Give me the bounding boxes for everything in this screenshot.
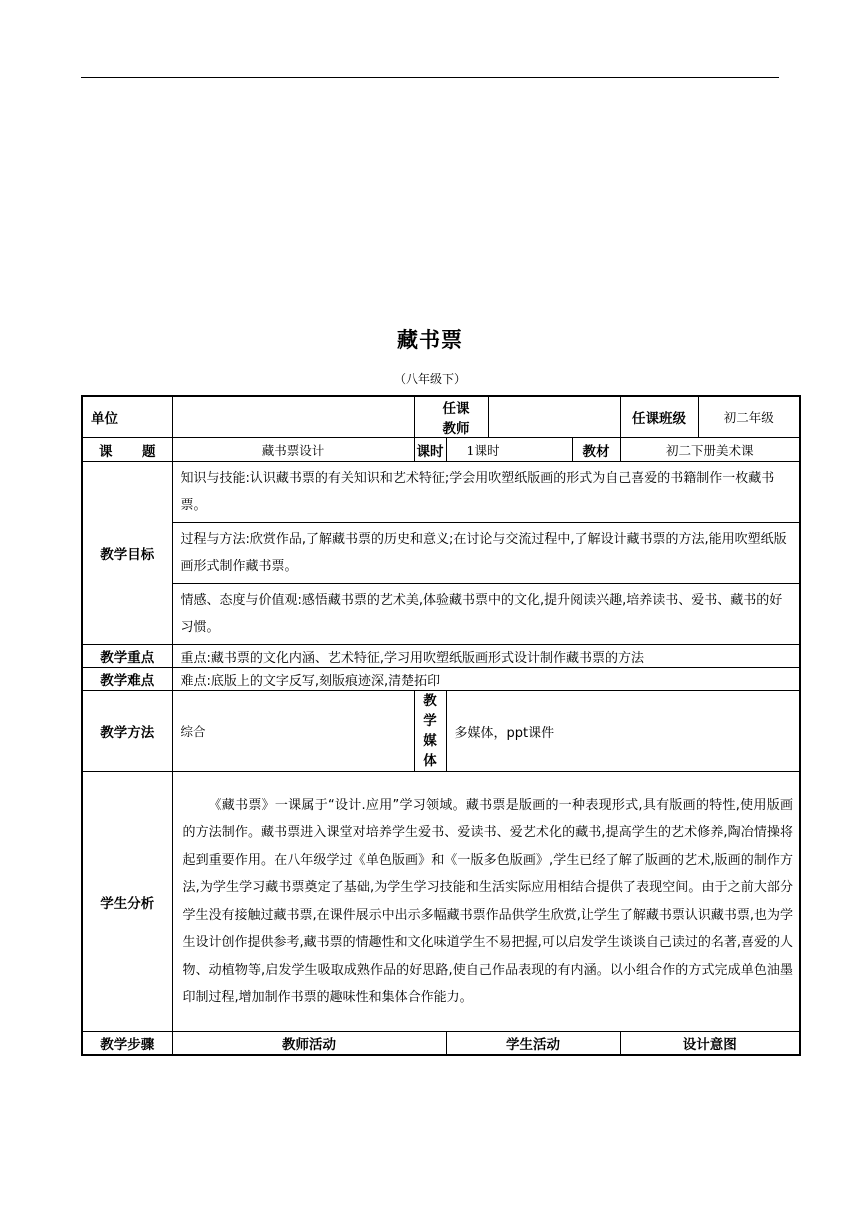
lesson-plan-table [81, 395, 801, 1056]
difficulties-value: 难点:底版上的文字反写,刻版痕迹深,清楚拓印 [172, 668, 800, 691]
unit-value [172, 396, 414, 438]
topic-label: 课 题 [82, 438, 172, 462]
method-row [82, 691, 800, 772]
media-value: 多媒体，ppt课件 [446, 691, 800, 772]
page-title: 藏书票 [397, 328, 463, 352]
objectives-label: 教学目标 [82, 462, 172, 645]
difficulties-label: 教学难点 [82, 668, 172, 691]
teacher-value [488, 396, 620, 438]
course-row [82, 438, 800, 462]
student-analysis-row [82, 772, 800, 1032]
unit-label: 单位 [82, 396, 172, 438]
objective-row-2 [82, 523, 800, 584]
media-label: 教 学 媒体 [414, 691, 446, 772]
objective-row-3 [82, 584, 800, 645]
textbook-label: 教材 [572, 438, 620, 462]
objective-process: 过程与方法:欣赏作品,了解藏书票的历史和意义;在讨论与交流过程中,了解设计藏书票的方法,能用吹塑纸版画形式制作藏书票。 [172, 523, 800, 584]
student-analysis-label: 学生分析 [82, 772, 172, 1032]
key-points-value: 重点:藏书票的文化内涵、艺术特征,学习用吹塑纸版画形式设计制作藏书票的方法 [172, 645, 800, 668]
teacher-activity-header: 教师活动 [172, 1032, 446, 1055]
objective-row-1 [82, 462, 800, 523]
class-label: 任课班级 [620, 396, 698, 438]
objective-knowledge: 知识与技能:认识藏书票的有关知识和艺术特征;学会用吹塑纸版画的形式为自己喜爱的书籍制作一枚藏书票。 [172, 462, 800, 523]
textbook-value: 初二下册美术课 [620, 438, 800, 462]
info-row [82, 396, 800, 438]
steps-header-row [82, 1032, 800, 1055]
design-intent-header: 设计意图 [620, 1032, 800, 1055]
key-points-row [82, 645, 800, 668]
difficulties-row [82, 668, 800, 691]
class-value: 初二年级 [698, 396, 800, 438]
student-analysis-text: 《藏书票》一课属于“设计.应用”学习领域。藏书票是版画的一种表现形式,具有版画的特性,使用版画的方法制作。藏书票进入课堂对培养学生爱书、爱读书、爱艺术化的藏书,提高学生的艺术修养,陶冶情操将起到重要作用。在八年级学过《单色版画》和《一版多色版画》,学生已经了解了版画的艺术,版画的制作方法,为学生学习藏书票奠定了基础,为学生学习技能和生活实际应用相结合提供了表现空间。由于之前大部分学生没有接触过藏书票,在课件展示中出示多幅藏书票作品供学生欣赏,让学生了解藏书票认识藏书票,也为学生设计创作提供参考,藏书票的情趣性和文化味道学生不易把握,可以启发学生谈谈自己读过的名著,喜爱的人物、动植物等,启发学生吸取成熟作品的好思路,使自己作品表现的有内涵。以小组合作的方式完成单色油墨印制过程,增加制作书票的趣味性和集体合作能力。 [172, 772, 800, 1032]
topic-value: 藏书票设计 [172, 438, 414, 462]
steps-label: 教学步骤 [82, 1032, 172, 1055]
page-subtitle: （八年级下） [393, 372, 466, 386]
header-rule [81, 77, 779, 78]
teacher-label: 任课教师 [414, 396, 488, 438]
hours-label: 课时 [414, 438, 446, 462]
objective-attitude: 情感、态度与价值观:感悟藏书票的艺术美,体验藏书票中的文化,提升阅读兴趣,培养读书、爱书、藏书的好习惯。 [172, 584, 800, 645]
method-value: 综合 [172, 691, 414, 772]
key-points-label: 教学重点 [82, 645, 172, 668]
student-activity-header: 学生活动 [446, 1032, 620, 1055]
method-label: 教学方法 [82, 691, 172, 772]
hours-value: 1课时 [446, 438, 572, 462]
